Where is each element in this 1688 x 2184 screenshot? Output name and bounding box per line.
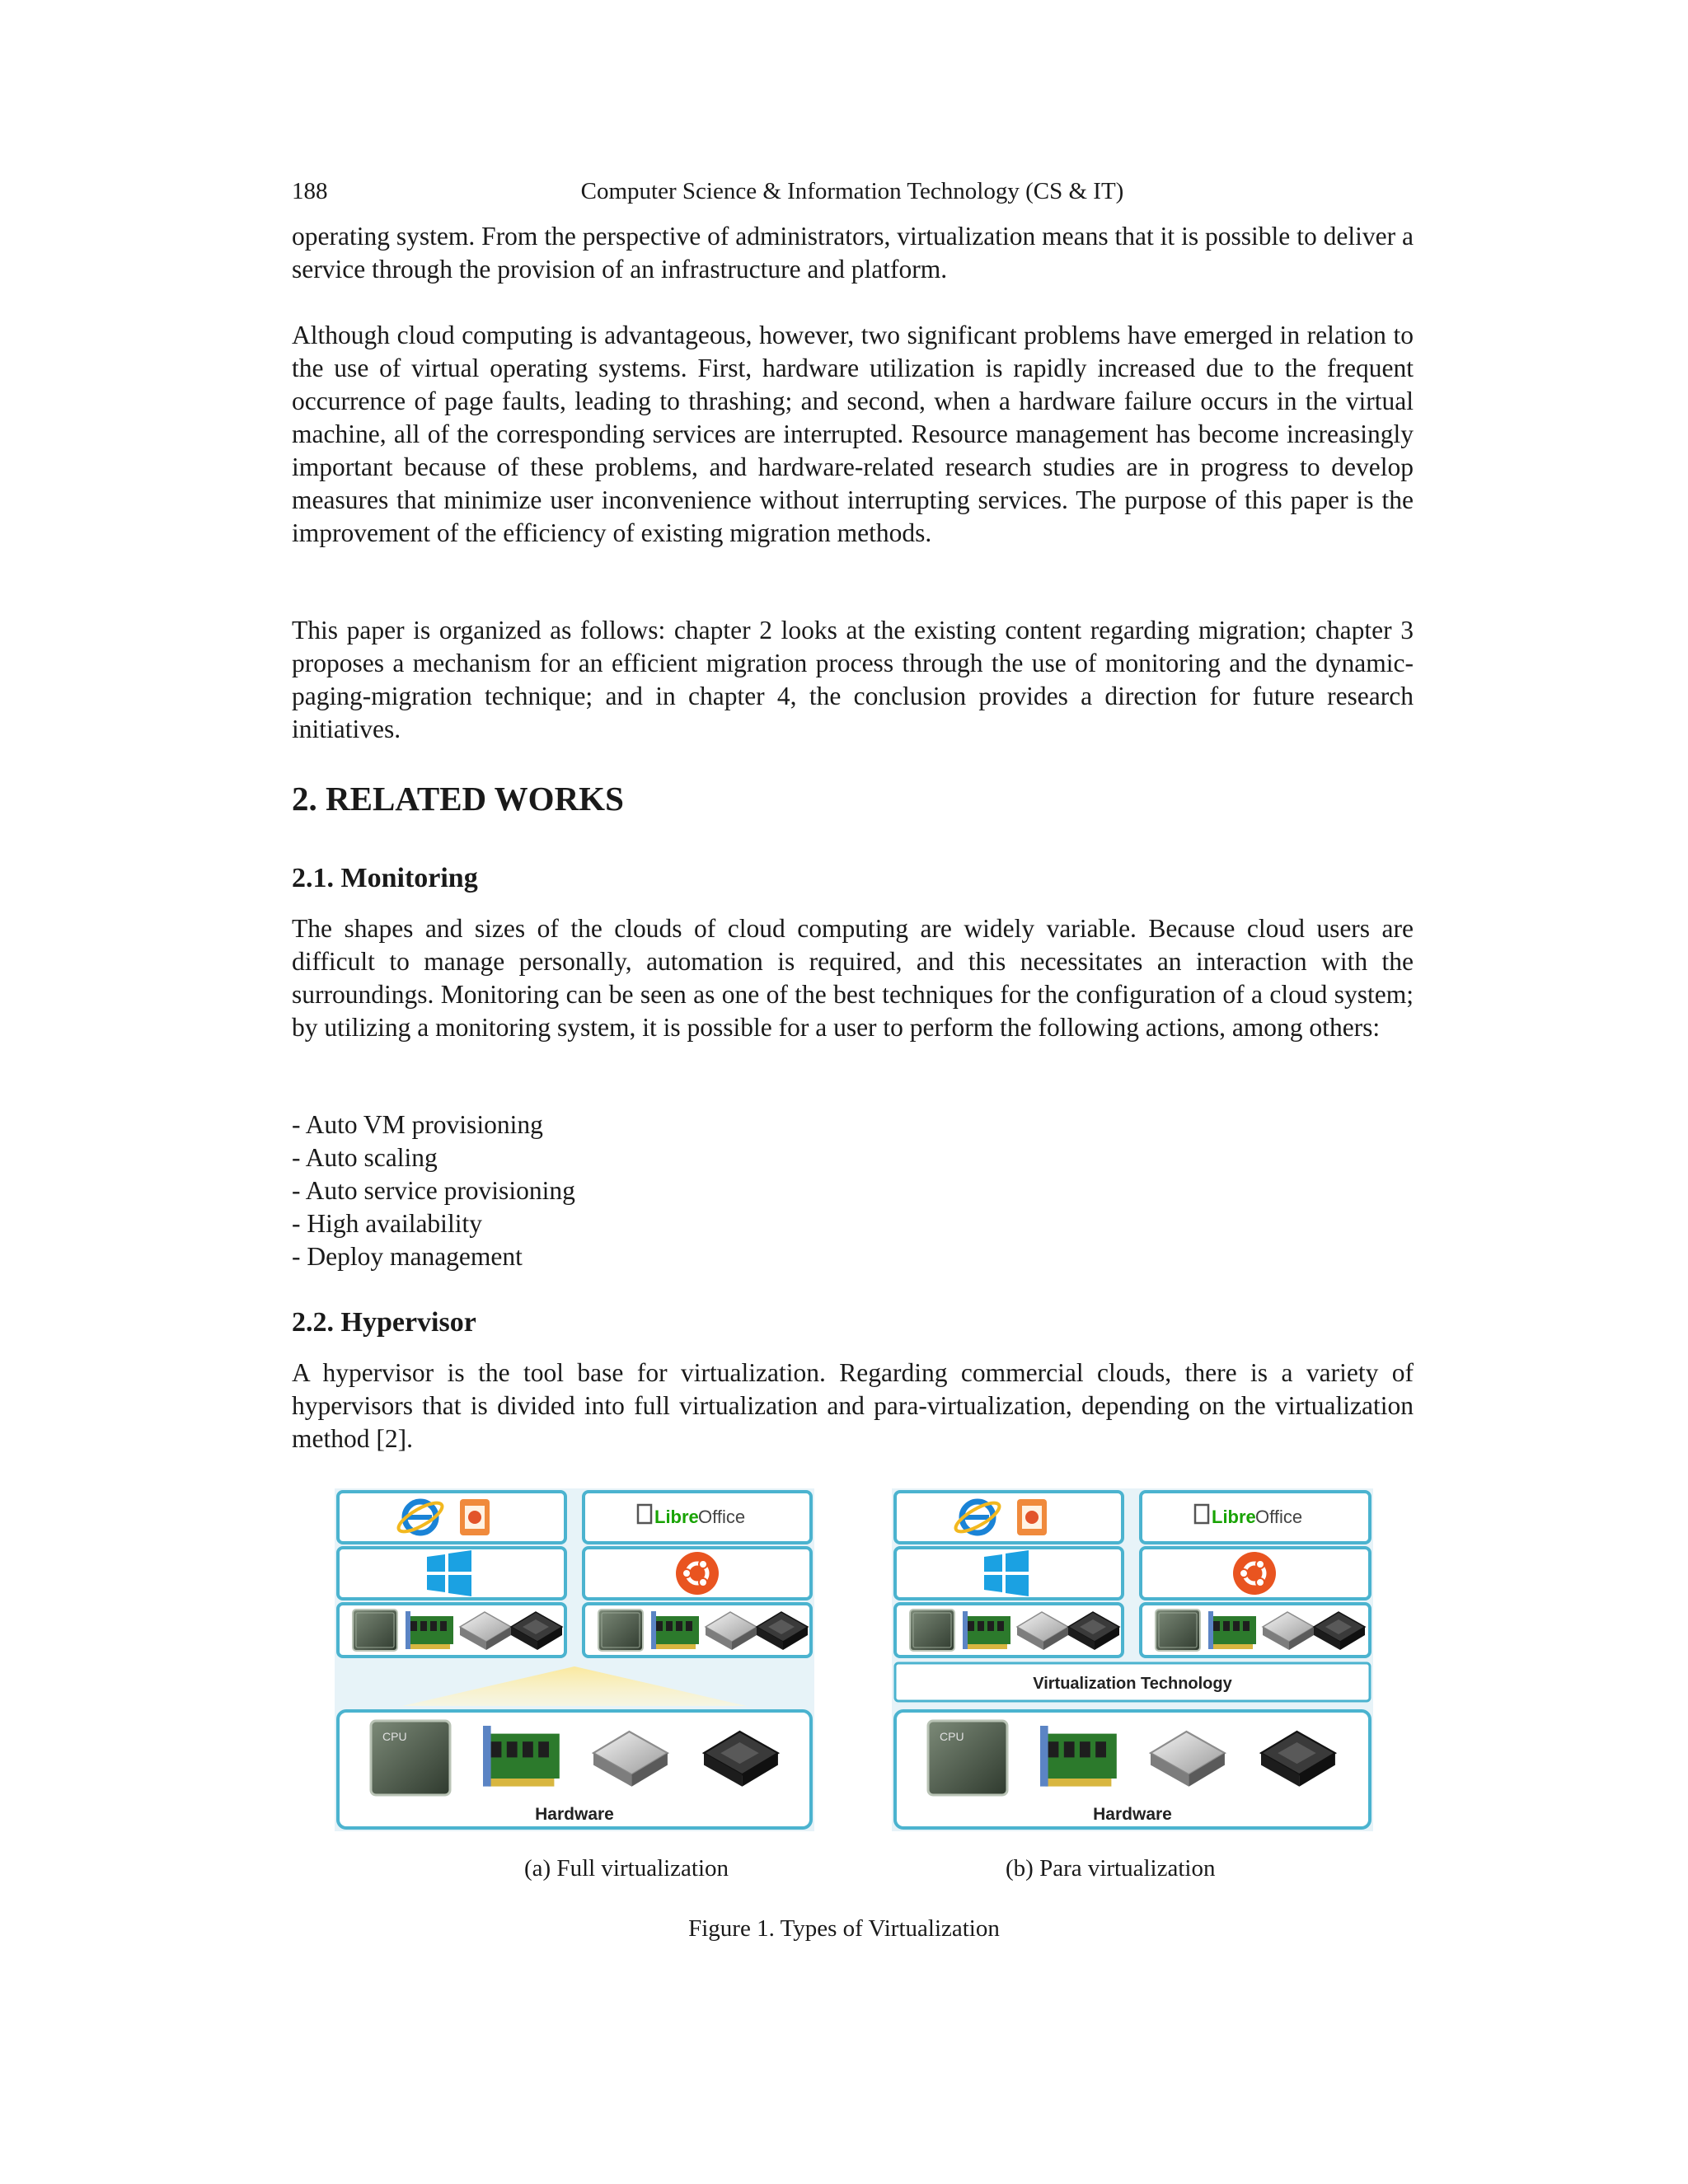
libreoffice-logo	[1195, 1505, 1302, 1527]
paragraph-problems: Although cloud computing is advantageous, however, two significant problems have emerged in relation to the use of virtual operating systems. First, hardware utilization is rapidly increased due to the frequent occurrence of page faults, leading to thrashing; and second, when a hardware failure occurs in the virtual machine, all of the corresponding services are interrupted. Resource management has become increasingly important because of these problems, and hardware-related research studies are in progress to develop measures that minimize user inconvenience without interrupting services. The purpose of this paper is the improvement of the efficiency of existing migration methods.	[292, 321, 1414, 547]
svg-text:Libre: Libre	[1212, 1507, 1256, 1527]
virtualization-technology-label: Virtualization Technology	[1033, 1675, 1232, 1693]
list-item: - Auto VM provisioning	[292, 1110, 543, 1139]
subsection-heading-hypervisor: 2.2. Hypervisor	[292, 1307, 476, 1338]
hardware-label: Hardware	[535, 1805, 614, 1824]
list-item: - Auto service provisioning	[292, 1176, 575, 1205]
vm1-app-box	[895, 1492, 1123, 1543]
page-number: 188	[292, 178, 328, 204]
powerpoint-icon	[1017, 1499, 1047, 1535]
ubuntu-icon	[1233, 1552, 1276, 1595]
vm1-app-box	[338, 1492, 565, 1543]
virtualization-figure	[335, 1488, 1373, 1835]
svg-text:CPU: CPU	[940, 1730, 964, 1743]
svg-text:Office: Office	[1255, 1507, 1303, 1527]
cpu-icon	[928, 1721, 1007, 1795]
paragraph-organization: This paper is organized as follows: chapter 2 looks at the existing content regarding migration; chapter 3 proposes a mechanism for an efficient migration process through the use of monitoring and the dynamic-paging-migration technique; and in chapter 4, the conclusion provides a direction for future research initiatives.	[292, 616, 1414, 743]
running-header	[292, 173, 1413, 209]
figure-subcaption-a: (a) Full virtualization	[524, 1855, 729, 1882]
gpu-card-icon	[963, 1611, 1010, 1649]
paragraph-monitoring: The shapes and sizes of the clouds of cloud computing are widely variable. Because cloud users are difficult to manage personally, automation is required, and this necessitates an interaction with the surroundings. Monitoring can be seen as one of the best techniques for the configuration of a cloud system; by utilizing a monitoring system, it is possible for a user to perform the following actions, among others:	[292, 914, 1414, 1042]
svg-text:Libre: Libre	[654, 1507, 699, 1527]
section-heading-related-works: 2. RELATED WORKS	[292, 780, 624, 818]
cpu-icon	[910, 1610, 954, 1651]
libreoffice-logo	[638, 1505, 745, 1527]
panel-full-virtualization	[335, 1488, 814, 1831]
cpu-icon	[1156, 1610, 1200, 1651]
gpu-card-icon	[1040, 1726, 1117, 1787]
svg-text:Office: Office	[698, 1507, 746, 1527]
figure-caption: Figure 1. Types of Virtualization	[688, 1915, 1000, 1942]
gpu-card-icon	[483, 1726, 560, 1787]
hardware-label: Hardware	[1093, 1805, 1172, 1824]
paragraph-intro-end: operating system. From the perspective of administrators, virtualization means that it is possible to deliver a service through the provision of an infrastructure and platform.	[292, 222, 1414, 284]
figure-subcaption-b: (b) Para virtualization	[1006, 1855, 1216, 1882]
cpu-icon	[353, 1610, 397, 1651]
ubuntu-icon	[676, 1552, 719, 1595]
powerpoint-icon	[460, 1499, 490, 1535]
gpu-card-icon	[651, 1611, 699, 1649]
cpu-icon	[598, 1610, 643, 1651]
list-item: - Deploy management	[292, 1242, 523, 1271]
gpu-card-icon	[1208, 1611, 1256, 1649]
monitoring-actions-list	[292, 1108, 575, 1273]
journal-name: Computer Science & Information Technology (CS & IT)	[580, 178, 1124, 204]
svg-text:CPU: CPU	[382, 1730, 407, 1743]
gpu-card-icon	[406, 1611, 453, 1649]
cpu-icon	[371, 1721, 450, 1795]
list-item: - Auto scaling	[292, 1143, 438, 1172]
list-item: - High availability	[292, 1209, 482, 1238]
subsection-heading-monitoring: 2.1. Monitoring	[292, 863, 478, 893]
paragraph-hypervisor: A hypervisor is the tool base for virtualization. Regarding commercial clouds, there is a variety of hypervisors that is divided into full virtualization and para-virtualization, depending on the virtualization method [2].	[292, 1358, 1414, 1453]
panel-para-virtualization	[892, 1488, 1373, 1831]
